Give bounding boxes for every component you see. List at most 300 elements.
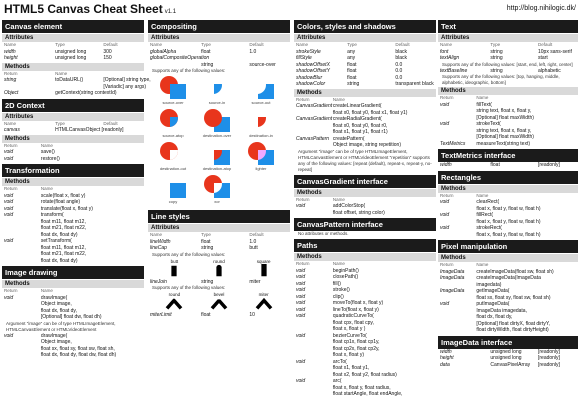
table-cell: butt [249,245,258,251]
table-cell: float startAngle, float endAngle, [332,391,403,397]
table-cell: 0.0 [395,68,403,74]
section-canvas-pattern: CanvasPattern interface [294,218,436,231]
composite-example-source-in [195,75,239,108]
table-cell: float m11, float m12, [40,244,86,251]
table-row [2,55,144,62]
line-cap-round [208,259,230,278]
table-cell: clip() [332,293,344,300]
table-cell [294,210,331,217]
column-header: Name [476,262,489,267]
table-cell: string [4,77,17,83]
table-cell: 0.0 [395,74,403,81]
column-header: Default [249,42,264,47]
line-cap-square-shape [253,264,275,278]
table-cell: void [296,293,306,300]
column-3: Colors, styles and shadows Attributes Name Type Default strokeStyle any black fillStyle any black shadowOffsetX float 0.0 shadowOffsetY float 0.0 shadowBlur float 0.0 shadowColor string transparent black Methods Return Name CanvasGradient createLinearGradient( float x0, float y0, float x1, float y1) CanvasGradient createRadialGradient( float x0, float y0, float r0, float x1, float y1, float r1) CanvasPattern createPattern( Object image, string repetition) Argument "image" can be of type HTMLImageElement, HTMLCanvasElement or HTMLVideoElement "repetition" supports any of the following values: [repeat (default), repeat-x, repeat-y, no-repeat] CanvasGradient interface Methods Return Name void addColorStop( float offset, string color) CanvasPattern interface No attributes or methods. Paths Methods Return Name void beginPath() void closePath() void fill() void stroke() void clip() void moveTo(float x, float y) void lineTo(float x, float y) void quadraticCurveTo( float cpx, float cpy, float x, float y ) void bezierCurveTo( float cp1x, float cp1y, float cp2x, float cp2y, float x, float y) void arcTo( float x1, float y1, float x2, float y2, float radius) void arc( float x, float y, float radius, float startAngle, float endAngle, [294,18,436,400]
table-row [294,210,436,217]
composite-example-destination-atop [195,141,239,174]
copy-illustration [159,174,187,199]
header [4,2,576,18]
column-header: Name [4,42,17,47]
line-join-examples [148,291,290,312]
table-cell: height [440,355,454,361]
composite-example-copy [151,174,195,207]
table-cell: ImageData [440,275,465,281]
table-cell: void [440,101,450,108]
table-cell: fillStyle [296,55,312,61]
table-cell: unsigned long [490,355,522,361]
context-methods-table [2,143,144,163]
composite-example-source-atop [151,108,195,141]
table-cell: strokeText( [476,121,501,127]
table-cell: void [440,301,450,307]
table-cell: globalAlpha [150,48,177,55]
table-cell: string [201,245,214,251]
table-row [438,141,578,148]
table-cell: [readonly] [537,361,560,368]
section-colors-styles-shadows: Colors, styles and shadows [294,20,436,33]
column-header: Return [4,70,18,76]
miter-limit-table [148,312,290,319]
table-cell: float x, float y ) [332,326,366,332]
text-metrics-table [438,162,578,169]
table-cell: void [440,225,450,231]
table-cell: quadraticCurveTo( [332,313,374,319]
table-cell: strokeRect( [476,225,502,231]
column-header: Return [296,96,310,102]
table-row [148,312,290,319]
column-header: Return [4,142,18,148]
table-cell: drawImage( [40,332,68,339]
source-in-illustration [203,75,231,100]
column-1: Canvas element Attributes Name Type Default width unsigned long 300 height unsigned long 150 Methods Return Name string toDataURL() [Optional] string type, [Variadic] any args) Object getContext(string contextId) 2D Context Attributes Name Type Default canvas HTMLCanvasObject [readonly] Methods Return Name void save() void restore() Transformation Methods Return Name void scale(float x, float y) void rotate(float angle) void translate(float x, float y) void transform( float m11, float m12, float m21, float m22, float dx, float dy) void setTransform( float m11, float m12, float m21, float m22, float dx, float dy) Image drawing Methods Return Name void drawImage( Object image, float dx, float dy, [Optional] float dw, float dh) Argument "image" can be of type HTMLImageElement, HTMLCanvasElement or HTMLVideoElement void drawImage( Object image, float sx, float sy, float sw, float sh, float dx, float dy, float dw, float dh) [4,22,151,358]
composite-label: destination-atop [202,166,232,171]
xor-illustration [203,174,231,199]
transformation-methods-table [2,186,144,264]
composite-label: xor [214,199,220,204]
line-join-label: bevel [213,292,225,297]
table-cell: string text, float x, float y, [476,108,532,114]
table-cell: moveTo(float x, float y) [332,300,384,306]
table-cell [294,391,331,398]
table-cell: black [395,48,408,55]
table-cell: Object image, string repetition) [332,142,401,148]
composite-label: destination-over [202,133,232,138]
table-cell: string [490,67,503,74]
section-canvas-element: Canvas element [2,20,144,33]
composite-example-destination-in [239,108,283,141]
text-methods-table [438,95,578,147]
table-cell: float m11, float m12, [40,218,86,225]
table-cell: void [440,199,450,205]
table-cell: shadowBlur [296,74,323,81]
table-cell: float dx, float dy) [40,257,78,264]
table-cell: string [347,81,360,87]
source-out-illustration [247,75,275,100]
table-cell: float x, float y, float radius, [332,384,391,391]
table-cell: width [4,48,16,55]
table-row [438,327,578,334]
table-cell: string [490,48,503,55]
line-join-label: miter [258,292,269,297]
table-cell: void [296,332,306,339]
line-join-bevel-shape [208,297,230,311]
table-cell: CanvasPattern [296,135,330,142]
table-cell: translate(float x, float y) [40,205,93,212]
column-header: Return [4,186,18,191]
table-cell: bezierCurveTo( [332,332,367,339]
table-cell: float [201,238,211,245]
source-over-illustration [159,75,187,100]
destination-out-illustration [159,141,187,166]
table-cell: createPattern( [332,135,365,142]
composite-label: source-in [208,100,226,105]
table-cell: 10px sans-serif [537,48,572,55]
table-cell: CanvasGradient [296,103,333,109]
composite-example-destination-out [151,141,195,174]
section-image-drawing: Image drawing [2,266,144,279]
table-cell: void [4,332,14,339]
table-cell: createImageData(float sw, float sh) [476,268,554,275]
line-cap-label: square [256,258,271,264]
table-cell: float cp2x, float cp2y, [332,345,380,352]
table-cell: fillRect( [476,212,494,218]
table-cell: void [296,267,306,274]
column-header: Name [296,42,309,47]
imagedata-attributes-table [438,349,578,369]
column-header: Name [55,70,68,76]
table-cell [438,327,474,334]
table-cell: float x1, float y1, [332,365,370,371]
table-cell: start [537,55,548,61]
table-cell: textAlign [440,55,460,61]
table-row [294,391,436,398]
table-row [2,127,144,134]
table-cell [438,232,474,239]
section-paths: Paths [294,239,436,252]
table-cell: float dx, float dy, [476,314,513,320]
column-header: Name [40,186,53,191]
table-cell: fillText( [476,101,492,108]
table-cell: [Optional] float maxWidth) [476,134,534,140]
section-compositing: Compositing [148,20,290,33]
table-cell: float x, float y) [332,352,365,358]
table-cell: 0.0 [395,61,403,68]
table-cell: float [347,68,357,74]
section-text: Text [438,20,578,33]
line-cap-examples [148,258,290,279]
table-cell: [Optional] float dw, float dh) [40,314,102,320]
line-cap-butt-shape [163,264,185,278]
line-join-label: round [168,292,181,297]
table-cell: scale(float x, float y) [40,192,86,199]
column-header: Name [4,120,17,126]
table-cell: [Optional] float maxWidth) [476,114,534,121]
table-cell: float x0, float y0, float r0, [332,122,388,129]
line-styles-attributes-table [148,232,290,252]
table-cell: float cp1x, float cp1y, [332,339,380,345]
line-join-round [163,292,185,311]
table-cell: transparent black [395,81,434,87]
table-cell: 1.0 [249,238,257,245]
column-header: Return [296,196,310,202]
text-attributes-table [438,42,578,62]
composite-label: source-over [162,100,184,105]
table-cell: source-over [249,61,276,68]
table-cell: height [4,55,18,61]
table-cell [2,258,39,265]
table-cell: float x1, float y1, float r1) [332,129,388,135]
table-cell: void [4,155,14,162]
column-header: Return [440,262,454,267]
table-cell: CanvasGradient [296,116,333,122]
table-cell: font [440,48,449,55]
column-header: Name [40,142,53,148]
composite-label: destination-out [159,166,187,171]
table-cell: float offset, string color) [332,209,385,216]
table-cell: arc( [332,378,342,384]
section-transformation: Transformation [2,164,144,177]
table-cell: void [296,300,306,306]
table-cell: float x0, float y0, float x1, float y1) [332,109,408,116]
table-cell: unsigned long [55,55,87,61]
table-cell: float x, float y, float w, float h) [476,205,541,212]
table-cell: width [440,348,452,355]
line-join-round-shape [163,297,185,311]
table-cell: void [4,238,14,244]
table-cell: getImageData( [476,288,510,294]
version-label: v1.1 [164,9,177,15]
column-header: Type [201,42,211,47]
table-cell: TextMetrics [440,140,466,147]
table-cell: any [347,48,356,55]
table-cell: ImageData imagedata, [476,307,527,314]
table-cell: float sx, float sy, float sw, float sh) [476,294,551,301]
section-line-styles: Line styles [148,210,290,223]
table-cell: float [201,312,211,318]
table-cell: shadowColor [296,81,326,87]
table-cell: lineJoin [150,278,167,285]
compositing-attributes-table [148,42,290,68]
table-cell: void [296,313,306,319]
table-row [438,232,578,239]
table-cell: 300 [103,48,112,55]
table-cell: miter [249,278,261,285]
table-cell: lineTo(float x, float y) [332,306,379,313]
line-cap-label: butt [170,258,179,264]
table-row [294,81,436,88]
pixel-methods-table [438,262,578,334]
image-drawing-methods-table-2 [2,333,144,359]
composite-label: destination-in [249,133,273,138]
table-cell: [readonly] [537,162,560,168]
paths-methods-table [294,261,436,398]
line-join-bevel [208,292,230,311]
table-cell: [readonly] [537,355,560,361]
table-cell: float m21, float m22, [40,251,87,257]
table-cell: 1.0 [249,48,257,55]
page-title: HTML5 Canvas Cheat Sheet v1.1 [4,2,177,16]
image-argument-note: Argument "image" can be of type HTMLImageElement, HTMLCanvasElement or HTMLVideoElement [6,320,116,332]
column-header: Name [332,261,345,266]
table-cell: transform( [40,212,64,218]
table-cell: void [4,199,14,205]
table-cell: float x2, float y2, float radius) [332,371,397,378]
table-cell: void [296,306,306,313]
column-header: Type [347,42,357,47]
canvas-methods-table [2,70,151,97]
column-header: Type [201,232,211,237]
table-cell: [Variadic] any args) [103,83,147,90]
table-cell: lineWidth [150,238,171,245]
table-cell: createImageData(ImageData [476,275,541,281]
table-cell: string [201,61,214,68]
table-cell: float [347,61,357,68]
column-header: Type [55,120,65,126]
table-cell: float [201,48,211,55]
destination-in-illustration [247,108,275,133]
image-drawing-methods-table [2,288,144,321]
table-cell: black [395,55,408,61]
table-cell: void [440,121,450,127]
table-cell: textBaseline [440,67,468,74]
table-cell: void [4,192,14,199]
table-cell: setTransform( [40,238,72,244]
table-cell: void [296,287,306,293]
table-cell: float x, float y, float w, float h) [476,218,541,225]
composite-example-source-over [151,75,195,108]
table-cell: closePath() [332,274,359,280]
rectangles-methods-table [438,193,578,239]
table-cell: string [201,278,214,285]
destination-atop-illustration [203,141,231,166]
column-header: Name [332,196,345,202]
table-cell: float x, float y, float w, float h) [476,231,541,238]
table-cell: [Optional] string type, [103,77,151,83]
table-cell: miterLimit [150,312,172,318]
column-header: Default [103,42,118,47]
column-header: Return [296,261,310,266]
table-cell: string text, float x, float y, [476,127,532,134]
column-header: Name [40,288,53,293]
composite-example-destination-over [195,108,239,141]
line-join-miter [253,292,275,311]
column-header: Type [55,42,65,47]
table-cell: void [296,274,306,280]
table-cell: getContext(string contextId) [55,90,117,96]
table-cell: shadowOffsetX [296,61,330,68]
column-header: Name [476,192,489,198]
blog-url-link[interactable]: http://blog.nihilogic.dk/ [506,5,576,12]
table-cell: void [296,280,306,287]
table-cell: fill() [332,280,341,287]
table-cell: addColorStop( [332,203,366,209]
table-cell: createRadialGradient( [332,116,382,122]
pattern-argument-note: Argument "image" can be of type HTMLImageElement, HTMLCanvasElement or HTMLVideoElement "repetition" supports any of the following values: [repeat (default), repeat-x, repeat-y, no-repeat] [298,148,432,172]
table-cell: float [347,74,357,81]
table-cell: Object image, [40,339,72,345]
destination-over-illustration [203,108,231,133]
gradient-methods-table [294,197,436,217]
table-cell: measureText(string text) [476,140,531,147]
table-cell: float dirtyWidth, float dirtyHeight) [476,327,549,333]
composite-operations-grid [148,74,290,208]
table-cell: 150 [103,55,112,61]
table-cell: putImageData( [476,301,510,307]
canvas-attributes-table [2,42,144,62]
table-cell: arcTo( [332,358,347,365]
table-cell: void [4,205,14,212]
composite-label: source-atop [162,133,184,138]
table-cell: beginPath() [332,267,359,274]
table-cell: float dx, float dy, [40,307,77,314]
table-cell: createLinearGradient( [332,103,382,109]
line-cap-label: round [213,258,225,264]
composite-example-source-out [239,75,283,108]
table-cell: float m21, float m22, [40,225,87,231]
section-pixel-manipulation: Pixel manipulation [438,240,578,253]
table-cell: Object image, [40,301,72,307]
column-header: Name [332,96,345,102]
colors-methods-table [294,97,436,149]
section-text-metrics: TextMetrics interface [438,149,578,162]
column-header: Name [150,232,163,237]
composite-label: copy [168,199,178,204]
column-header: Return [4,288,18,293]
table-cell: shadowOffsetY [296,68,330,74]
lighter-illustration [247,141,275,166]
line-join-miter-shape [253,297,275,311]
table-cell: lineCap [150,245,167,251]
column-header: Name [150,42,163,47]
context-attributes-table [2,121,144,134]
table-cell: rotate(float angle) [40,199,81,205]
colors-attributes-table [294,42,436,88]
table-cell: float [490,162,500,168]
table-cell: [Optional] float dirtyX, float dirtyY, [476,320,550,327]
table-cell: restore() [40,155,60,162]
table-cell: void [296,203,306,209]
table-cell: HTMLCanvasObject [readonly] [55,127,124,133]
table-cell: unsigned long [55,48,87,55]
table-cell: void [4,212,14,218]
column-4: Text Attributes Name Type Default font string 10px sans-serif textAlign string start Supports any of the following values: [start, end, left, right, center] textBaseline string alphabetic Supports any of the following values: [top, hanging, middle, alphabetic, ideographic, bottom] Methods Return Name void fillText( string text, float x, float y, [Optional] float maxWidth) void strokeText( string text, float x, float y, [Optional] float maxWidth) TextMetrics measureText(string text) TextMetrics interface width float [readonly] Rectangles Methods Return Name void clearRect( float x, float y, float w, float h) void fillRect( float x, float y, float w, float h) void strokeRect( float x, float y, float w, float h) Pixel manipulation Methods Return Name ImageData createImageData(float sw, float sh) ImageData createImageData(ImageData imagedata) ImageData getImageData( float sx, float sy, float sw, float sh) void putImageData( ImageData imagedata, float dx, float dy, [Optional] float dirtyX, float dirtyY, float dirtyWidth, float dirtyHeight) ImageData interface width unsigned long [readonly] height unsigned long [readonly] data CanvasPixelArray [readonly] [438,18,578,400]
table-row [2,156,144,163]
table-cell: void [296,378,306,384]
line-cap-butt [163,259,185,278]
table-row [438,362,578,369]
section-imagedata: ImageData interface [438,336,578,349]
table-cell: Object [4,90,19,96]
composite-example-lighter [239,141,283,174]
table-cell: float sx, float sy, float sw, float sh, [40,345,115,352]
column-2: Compositing Attributes Name Type Default globalAlpha float 1.0 globalCompositeOperation string source-over Supports any of the following values: source-over source-in source-out source-atop destination-over destination-in destination-out destination-atop lighter copy xor Line styles Attributes Name Type Default lineWidth float 1.0 lineCap string butt Supports any of the following values: butt round square lineJoin string miter Supports any of the following values: round bevel miter miterLimit float 10 [148,18,290,400]
source-atop-illustration [159,108,187,133]
column-header: Type [490,42,501,47]
table-cell: unsigned long [490,348,522,355]
table-cell: globalCompositeOperation [150,55,210,61]
table-cell: alphabetic [537,67,561,74]
column-header: Name [440,42,453,47]
table-cell: CanvasPixelArray [490,361,531,368]
table-cell: imagedata) [476,281,502,288]
table-cell: float dx, float dy, float dw, float dh) [40,352,117,358]
composite-example-xor [195,174,239,207]
table-cell: void [296,358,306,365]
column-header: Default [249,232,264,237]
table-cell: void [4,149,14,155]
table-cell [2,352,39,359]
